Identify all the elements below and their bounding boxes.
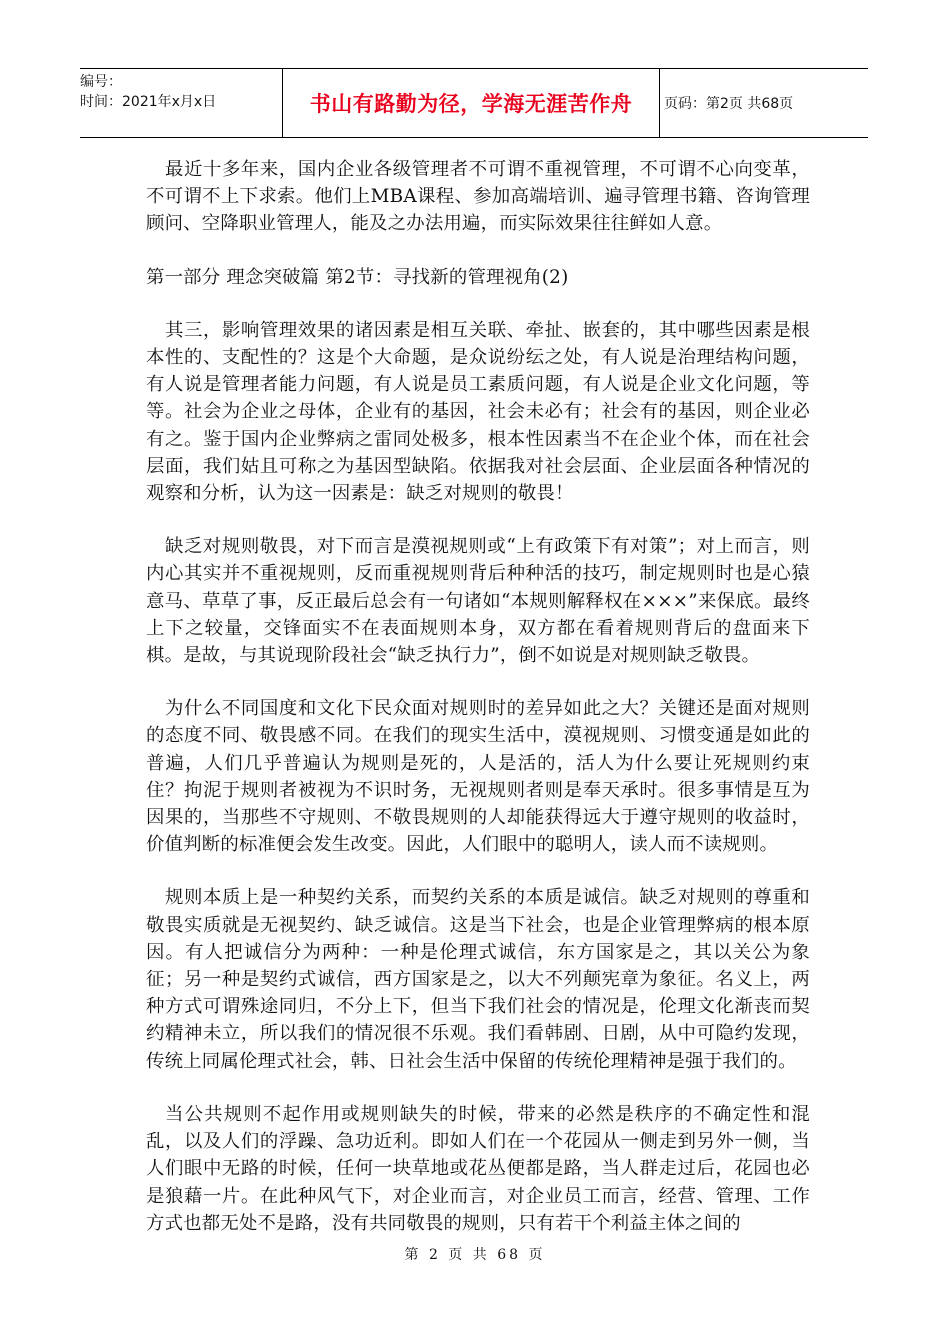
- document-body: [146, 156, 810, 1263]
- paragraph-lack-of-respect: 缺乏对规则敬畏，对下而言是漠视规则或“上有政策下有对策”；对上而言，则内心其实并不重视规则，反而重视规则背后种种活的技巧，制定规则时也是心猿意马、草草了事，反正最后总会有一句诸如“本规则解释权在×××”来保底。最终上下之较量，交锋面实不在表面规则本身，双方都在看着规则背后的盘面来下棋。是故，与其说现阶段社会“缺乏执行力”，倒不如说是对规则缺乏敬畏。: [146, 536, 810, 667]
- document-header: [80, 68, 868, 138]
- header-page-info: 页码：第2页 共68页: [664, 96, 794, 112]
- header-motto: 书山有路勤为径，学海无涯苦作舟: [283, 69, 660, 137]
- header-meta: [80, 69, 283, 137]
- page-footer: 第 2 页 共 68 页: [404, 1247, 546, 1263]
- paragraph-contract-integrity: 规则本质上是一种契约关系，而契约关系的本质是诚信。缺乏对规则的尊重和敬畏实质就是无视契约、缺乏诚信。这是当下社会，也是企业管理弊病的根本原因。有人把诚信分为两种：一种是伦理式诚信，东方国家是之，其以关公为象征；另一种是契约式诚信，西方国家是之，以大不列颠宪章为象征。名义上，两种方式可谓殊途同归，不分上下，但当下我们社会的情况是，伦理文化渐丧而契约精神未立，所以我们的情况很不乐观。我们看韩剧、日剧，从中可隐约发现，传统上同属伦理式社会，韩、日社会生活中保留的传统伦理精神是强于我们的。: [146, 887, 810, 1072]
- document-time-label: 时间：2021年x月x日: [80, 94, 217, 110]
- section-heading: 第一部分 理念突破篇 第2节：寻找新的管理视角(2): [146, 266, 569, 288]
- paragraph-cultural-difference: 为什么不同国度和文化下民众面对规则时的差异如此之大？关键还是面对规则的态度不同、敬畏感不同。在我们的现实生活中，漠视规则、习惯变通是如此的普遍，人们几乎普遍认为规则是死的，人是活的，活人为什么要让死规则约束住？拘泥于规则者被视为不识时务，无视规则者则是奉天承时。很多事情是互为因果的，当那些不守规则、不敬畏规则的人却能获得远大于遵守规则的收益时，价值判断的标准便会发生改变。因此，人们眼中的聪明人，读人而不读规则。: [146, 698, 810, 856]
- paragraph-public-rules: 当公共规则不起作用或规则缺失的时候，带来的必然是秩序的不确定性和混乱，以及人们的浮躁、急功近利。即如人们在一个花园从一侧走到另外一侧，当人们眼中无路的时候，任何一块草地或花丛便都是路，当人群走过后，花园也必是狼藉一片。在此种风气下，对企业而言，对企业员工而言，经营、管理、工作方式也都无处不是路，没有共同敬畏的规则，只有若干个利益主体之间的: [146, 1103, 810, 1234]
- document-number-label: 编号：: [80, 74, 122, 90]
- paragraph-intro: 最近十多年来，国内企业各级管理者不可谓不重视管理，不可谓不心向变革，不可谓不上下求索。他们上MBA课程、参加高端培训、遍寻管理书籍、咨询管理顾问、空降职业管理人，能及之办法用遍，而实际效果往往鲜如人意。: [146, 159, 810, 235]
- paragraph-factors: 其三，影响管理效果的诸因素是相互关联、牵扯、嵌套的，其中哪些因素是根本性的、支配性的？这是个大命题，是众说纷纭之处，有人说是治理结构问题，有人说是管理者能力问题，有人说是员工素质问题，有人说是企业文化问题，等等。社会为企业之母体，企业有的基因，社会未必有；社会有的基因，则企业必有之。鉴于国内企业弊病之雷同处极多，根本性因素当不在企业个体，而在社会层面，我们姑且可称之为基因型缺陷。依据我对社会层面、企业层面各种情况的观察和分析，认为这一因素是：缺乏对规则的敬畏！: [146, 319, 810, 505]
